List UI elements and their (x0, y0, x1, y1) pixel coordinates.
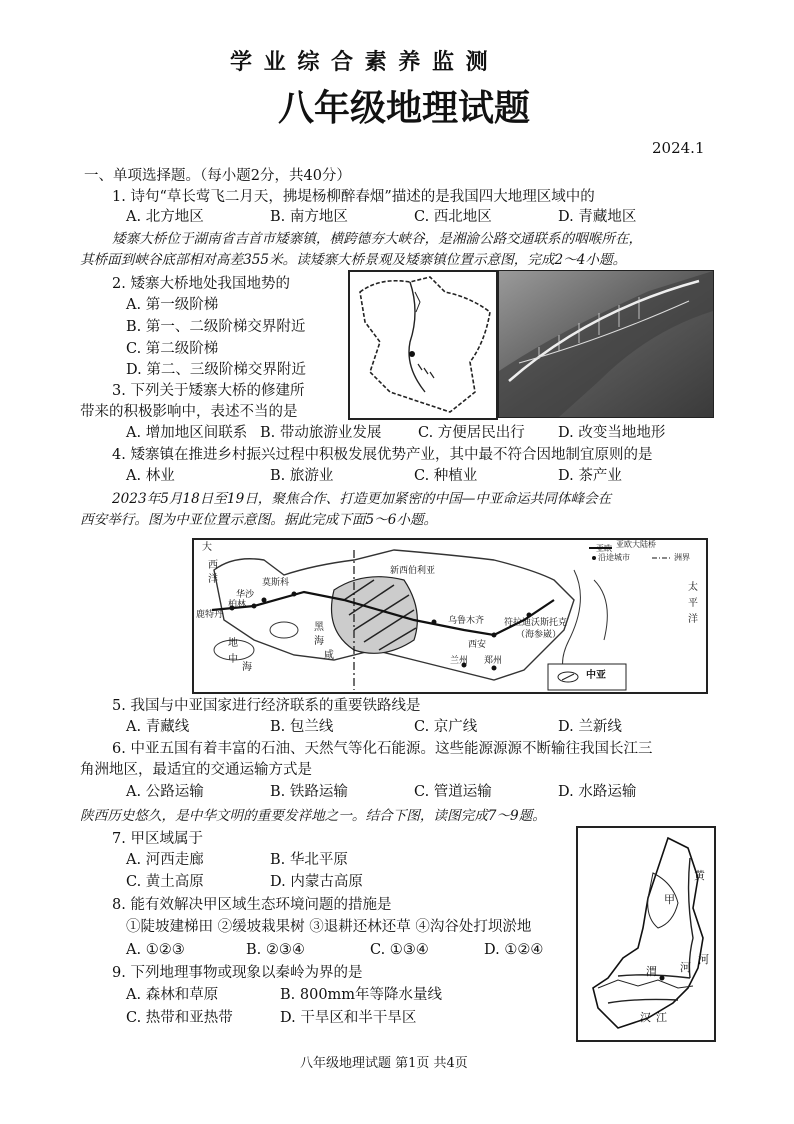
map-label-zhengzhou: 郑州 (484, 656, 503, 666)
section-heading: 一、单项选择题。（每小题2分，共40分） (84, 168, 351, 184)
q4-option-c: C. 种植业 (414, 468, 478, 484)
map-label: 海 (314, 636, 324, 647)
question-8-stem: 8. 能有效解决甲区域生态环境问题的措施是 (112, 897, 392, 913)
question-4-stem: 4. 矮寨镇在推进乡村振兴过程中积极发展优势产业，其中最不符合因地制宜原则的是 (112, 447, 653, 463)
q9-option-d: D. 干旱区和半干旱区 (280, 1010, 417, 1026)
question-6-stem-1: 6. 中亚五国有着丰富的石油、天然气等化石能源。这些能源源源不断输往我国长江三 (112, 741, 653, 757)
map-label-moscow: 莫斯科 (262, 578, 290, 588)
q9-option-a: A. 森林和草原 (126, 987, 219, 1003)
q6-option-d: D. 水路运输 (558, 784, 637, 800)
aizhai-location-map (348, 270, 498, 420)
question-6-stem-2: 角洲地区，最适宜的交通运输方式是 (80, 762, 312, 778)
question-8-items: ①陡坡建梯田 ②缓坡栽果树 ③退耕还林还草 ④沟谷处打坝淤地 (126, 919, 532, 935)
question-2-stem: 2. 矮寨大桥地处我国地势的 (112, 276, 290, 292)
shaanxi-map (576, 826, 716, 1042)
map-label: 平 (688, 598, 698, 609)
intro-aizhai-2: 其桥面到峡谷底部相对高差355米。读矮寨大桥景观及矮寨镇位置示意图，完成2～4小题。 (80, 252, 627, 268)
shaanxi-label-he1: 河 (698, 953, 709, 966)
shaanxi-label-wei: 渭 (646, 965, 657, 978)
q1-option-a: A. 北方地区 (126, 209, 204, 225)
intro-central-asia-1: 2023年5月18日至19日，聚焦合作、打造更加紧密的中国—中亚命运共同体峰会在 (112, 491, 612, 507)
map-legend-railway: 亚欧大陆桥 (616, 540, 656, 549)
q5-option-b: B. 包兰线 (270, 719, 334, 735)
intro-shaanxi: 陕西历史悠久，是中华文明的重要发祥地之一。结合下图，读图完成7～9题。 (80, 808, 546, 824)
q2-option-d: D. 第二、三级阶梯交界附近 (126, 362, 306, 378)
map-label: 咸 (324, 650, 334, 661)
intro-central-asia-2: 西安举行。图为中亚位置示意图。据此完成下面5～6小题。 (80, 512, 438, 528)
exam-subtitle: 学 业 综 合 素 养 监 测 (230, 49, 490, 75)
q8-option-b: B. ②③④ (246, 942, 305, 958)
central-asia-map (192, 538, 708, 694)
question-7-stem: 7. 甲区域属于 (112, 831, 203, 847)
intro-aizhai-1: 矮寨大桥位于湖南省吉首市矮寨镇，横跨德夯大峡谷，是湘渝公路交通联系的咽喉所在， (112, 231, 643, 247)
shaanxi-label-jiang: 江 (656, 1011, 667, 1024)
q1-option-b: B. 南方地区 (270, 209, 348, 225)
map-label-rotterdam: 鹿特丹 (196, 610, 224, 620)
map-label: 大 (202, 542, 212, 553)
q9-option-b: B. 800mm年等降水量线 (280, 987, 443, 1003)
map-label: 太 (688, 582, 698, 593)
map-legend-city: 沿途城市 (598, 553, 630, 562)
q4-option-d: D. 茶产业 (558, 468, 622, 484)
q7-option-d: D. 内蒙古高原 (270, 874, 363, 890)
q6-option-a: A. 公路运输 (126, 784, 204, 800)
question-3-stem-1: 3. 下列关于矮寨大桥的修建所 (112, 383, 305, 399)
question-1-stem: 1. 诗句“草长莺飞二月天，拂堤杨柳醉春烟”描述的是我国四大地理区域中的 (112, 189, 595, 205)
map-legend-central-asia: 中亚 (586, 670, 606, 681)
q8-option-a: A. ①②③ (126, 942, 185, 958)
q3-option-a: A. 增加地区间联系 (126, 425, 248, 441)
q4-option-b: B. 旅游业 (270, 468, 334, 484)
map-label: 洋 (208, 574, 218, 585)
q5-option-d: D. 兰新线 (558, 719, 622, 735)
bridge-photo-drawing (499, 271, 713, 417)
map-label: 亚欧 (596, 544, 612, 553)
q3-option-b: B. 带动旅游业发展 (260, 425, 382, 441)
exam-title: 八年级地理试题 (278, 87, 531, 129)
map-label-novosibirsk: 新西伯利亚 (390, 566, 436, 576)
question-3-stem-2: 带来的积极影响中，表述不当的是 (80, 404, 298, 420)
q6-option-b: B. 铁路运输 (270, 784, 348, 800)
map-label: 海 (242, 662, 252, 673)
q2-option-b: B. 第一、二级阶梯交界附近 (126, 319, 306, 335)
q9-option-c: C. 热带和亚热带 (126, 1010, 233, 1026)
shaanxi-label-jia: 甲 (664, 893, 675, 906)
q7-option-a: A. 河西走廊 (126, 852, 204, 868)
map-label: 洋 (688, 614, 698, 625)
q4-option-a: A. 林业 (126, 468, 175, 484)
q8-option-c: C. ①③④ (370, 942, 429, 958)
q5-option-a: A. 青藏线 (126, 719, 190, 735)
map-label-lanzhou: 兰州 (450, 656, 469, 666)
q7-option-c: C. 黄土高原 (126, 874, 204, 890)
q3-option-c: C. 方便居民出行 (418, 425, 525, 441)
map-label: 西 (208, 560, 218, 571)
map-label-urumqi: 乌鲁木齐 (448, 616, 485, 626)
exam-date: 2024.1 (652, 139, 705, 157)
aizhai-bridge-photo (498, 270, 714, 418)
map-label-haishenwai: （海参崴） (516, 630, 562, 640)
q7-option-b: B. 华北平原 (270, 852, 348, 868)
shaanxi-label-han: 汉 (640, 1011, 651, 1024)
map-label-xian: 西安 (468, 640, 487, 650)
question-9-stem: 9. 下列地理事物或现象以秦岭为界的是 (112, 965, 363, 981)
map-label-warsaw: 华沙 (236, 590, 255, 600)
map-label-vladivostok: 符拉迪沃斯托克 (504, 618, 568, 628)
q1-option-c: C. 西北地区 (414, 209, 492, 225)
map-legend-border: 洲界 (674, 553, 690, 562)
q3-option-d: D. 改变当地地形 (558, 425, 666, 441)
question-5-stem: 5. 我国与中亚国家进行经济联系的重要铁路线是 (112, 698, 421, 714)
q5-option-c: C. 京广线 (414, 719, 478, 735)
page-footer: 八年级地理试题 第1页 共4页 (300, 1056, 468, 1071)
q2-option-a: A. 第一级阶梯 (126, 297, 219, 313)
map-label: 中 (228, 654, 238, 665)
q2-option-c: C. 第二级阶梯 (126, 341, 219, 357)
shaanxi-label-huang: 黄 (694, 869, 705, 882)
map-label: 地 (228, 638, 238, 649)
q6-option-c: C. 管道运输 (414, 784, 492, 800)
map-label: 黑 (314, 622, 324, 633)
q8-option-d: D. ①②④ (484, 942, 544, 958)
aizhai-map-drawing (350, 272, 496, 418)
shaanxi-label-he2: 河 (680, 961, 691, 974)
map-label-berlin: 柏林 (228, 600, 247, 610)
q1-option-d: D. 青藏地区 (558, 209, 637, 225)
